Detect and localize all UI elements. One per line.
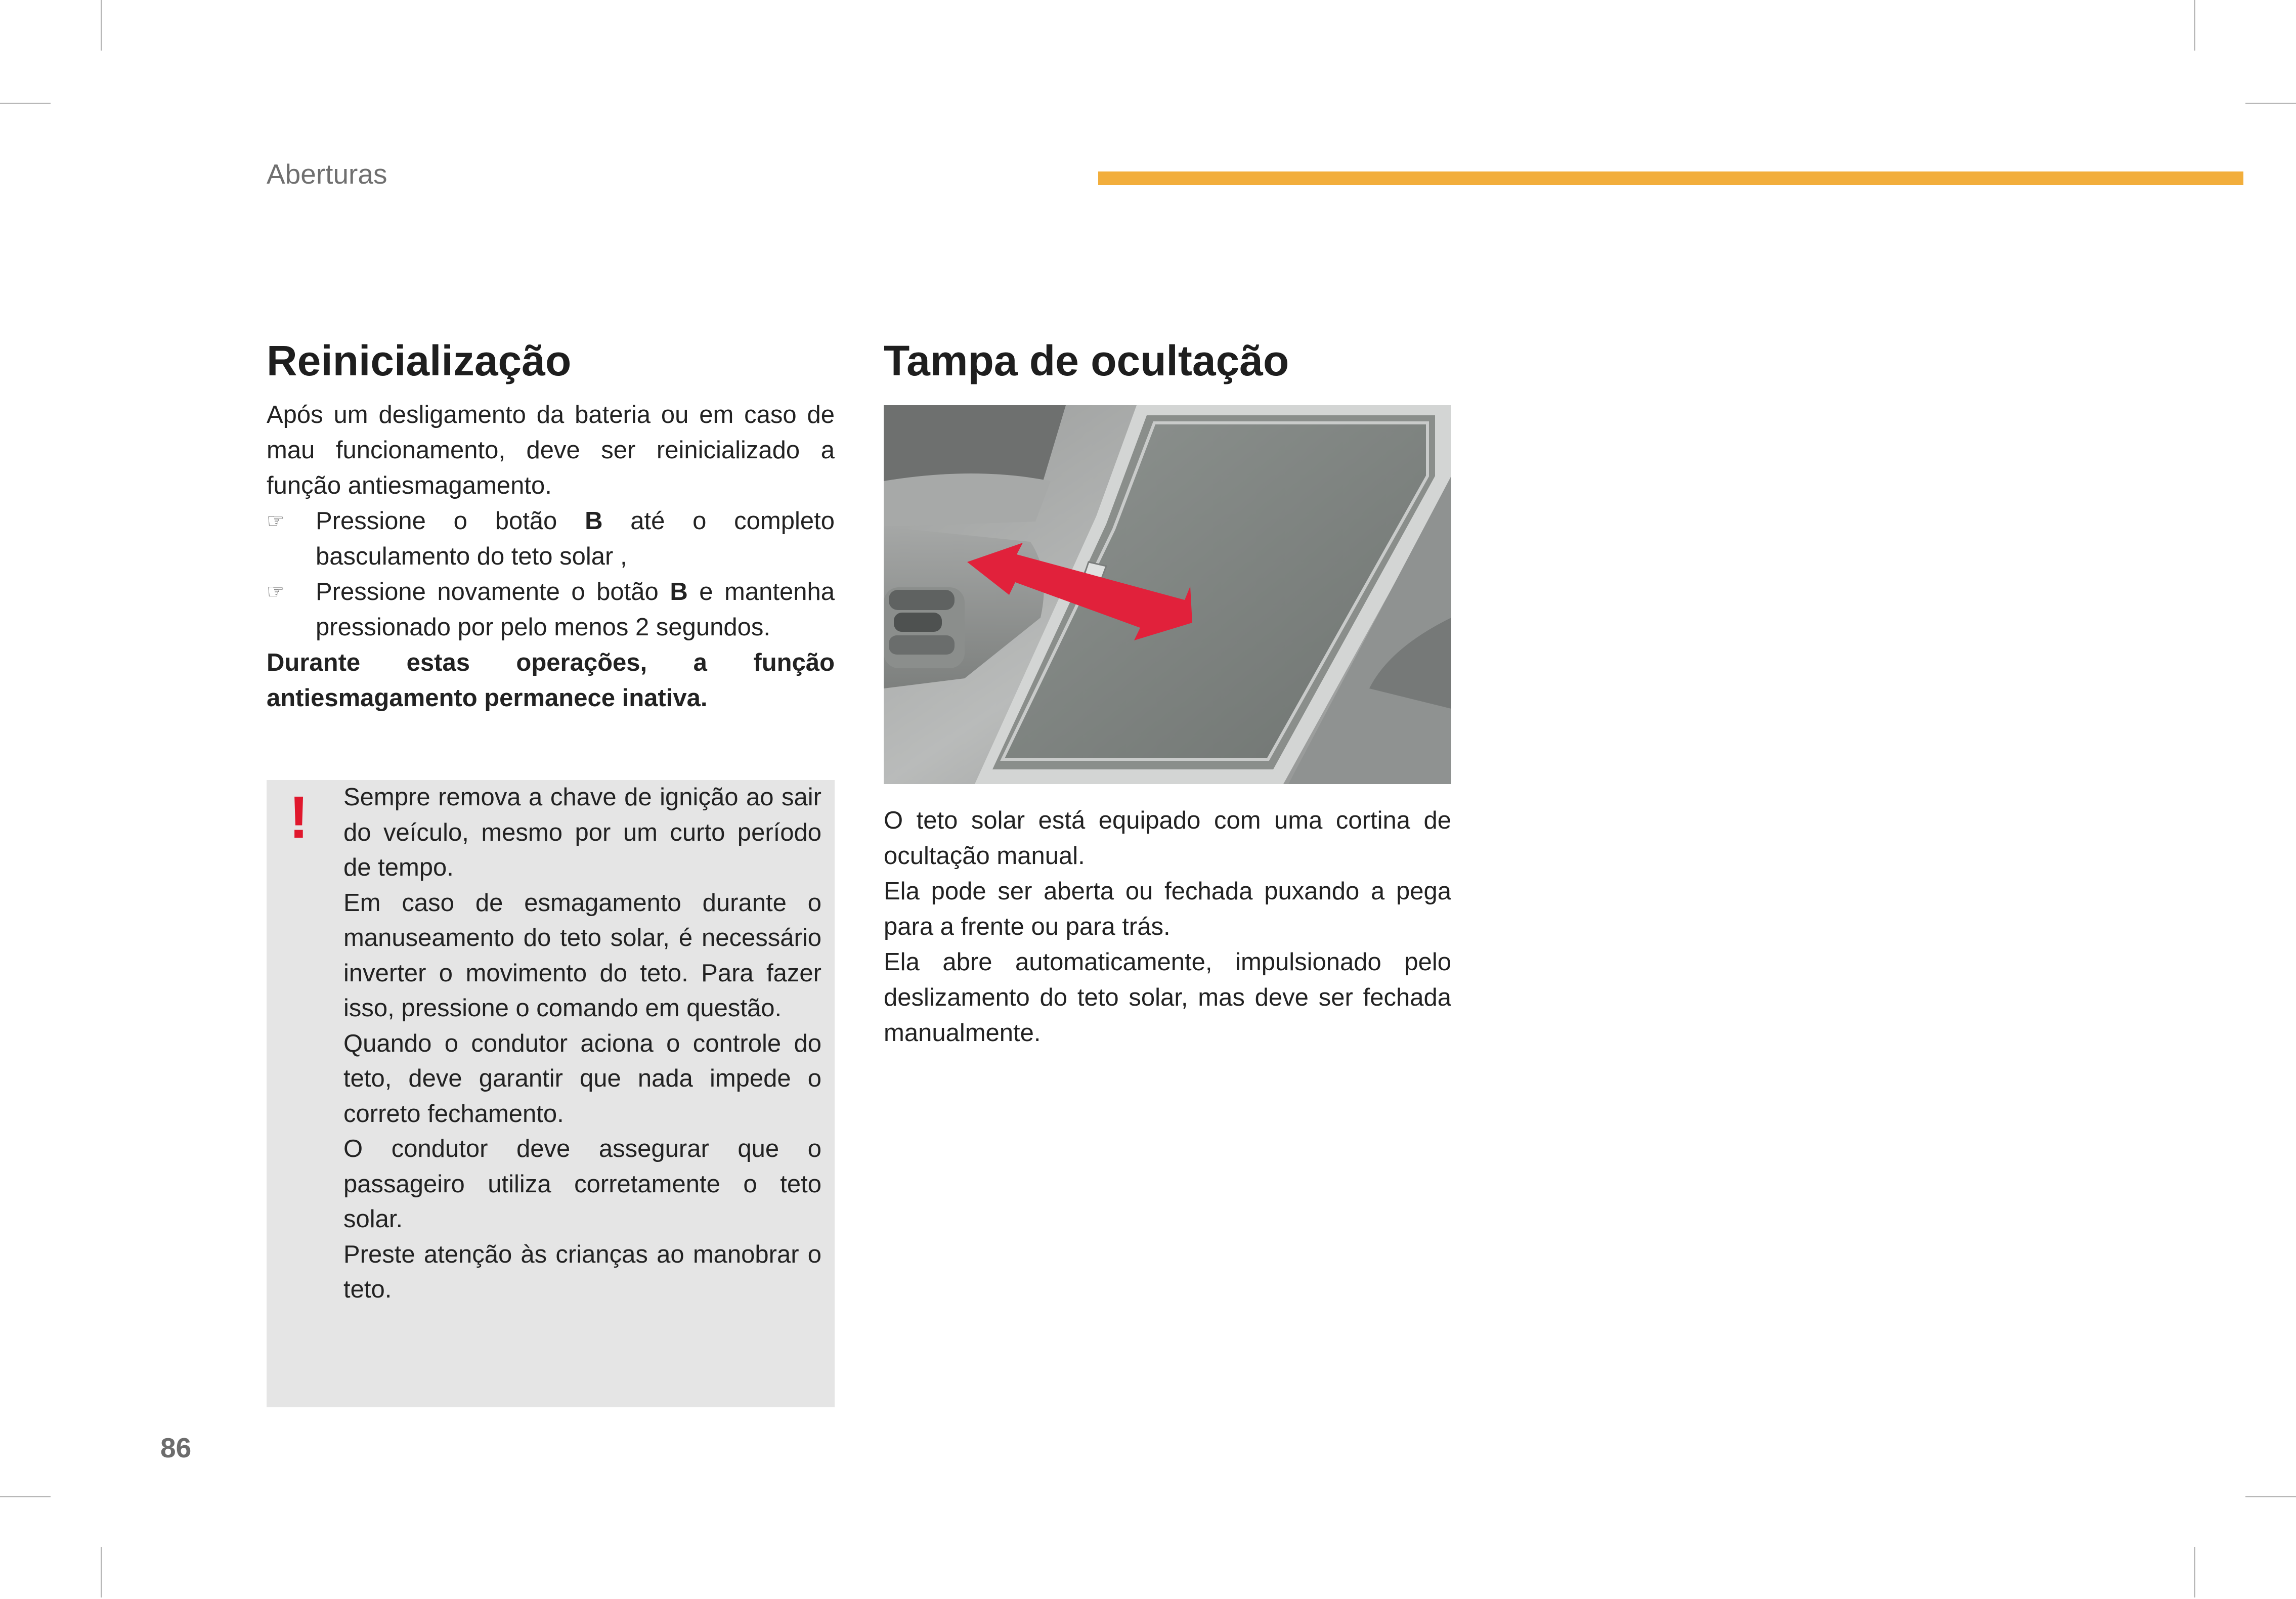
crop-mark: [0, 103, 51, 104]
crop-mark: [2194, 1547, 2195, 1597]
crop-mark: [0, 1496, 51, 1497]
blind-paragraph: O teto solar está equipado com uma cortina de ocultação manual.: [884, 807, 1451, 870]
warning-text: [343, 780, 821, 1308]
crop-mark: [2245, 103, 2296, 104]
chapter-accent-bar: [1098, 171, 2243, 185]
page-number: 86: [160, 1432, 192, 1463]
reset-step-1: ☞ Pressione o botão B até o completo basculamento do teto solar ,: [267, 503, 835, 574]
crop-mark: [2245, 1496, 2296, 1497]
blind-paragraph: Ela pode ser aberta ou fechada puxando a pega para a frente ou para trás.: [884, 878, 1451, 940]
reset-section-title: Reinicialização: [267, 337, 572, 384]
pointing-hand-icon: ☞: [267, 580, 285, 603]
pointing-hand-icon: ☞: [267, 509, 285, 533]
crop-mark: [101, 1547, 102, 1597]
warning-exclamation-icon: !: [289, 784, 309, 851]
button-b-ref: B: [670, 578, 688, 606]
chapter-title: Aberturas: [267, 158, 387, 190]
reset-step-2: ☞ Pressione novamente o botão B e mantenha pressionado por pelo menos 2 segundos.: [267, 574, 835, 645]
reset-section-body: [267, 397, 835, 716]
crop-mark: [101, 0, 102, 51]
warning-paragraph: Em caso de esmagamento durante o manuseamento do teto solar, é necessário inverter o movimento do teto. Para fazer isso, pressione o comando em questão.: [343, 889, 821, 1022]
reset-note: Durante estas operações, a função antiesmagamento permanece inativa.: [267, 649, 835, 712]
warning-box: [267, 780, 835, 1407]
blind-paragraph: Ela abre automaticamente, impulsionado pelo deslizamento do teto solar, mas deve ser fechada manualmente.: [884, 948, 1451, 1047]
warning-paragraph: Quando o condutor aciona o controle do teto, deve garantir que nada impede o correto fechamento.: [343, 1029, 821, 1128]
crop-mark: [2194, 0, 2195, 51]
button-b-ref: B: [585, 507, 603, 535]
blind-section-title: Tampa de ocultação: [884, 337, 1289, 384]
blind-section-body: [884, 803, 1451, 1051]
sunroof-blind-illustration: [884, 405, 1451, 784]
warning-paragraph: Preste atenção às crianças ao manobrar o teto.: [343, 1240, 821, 1303]
reset-intro: Após um desligamento da bateria ou em caso de mau funcionamento, deve ser reinicializado a função antiesmagamento.: [267, 401, 835, 499]
warning-paragraph: Sempre remova a chave de ignição ao sair do veículo, mesmo por um curto período de tempo.: [343, 784, 821, 881]
warning-paragraph: O condutor deve assegurar que o passageiro utiliza corretamente o teto solar.: [343, 1135, 821, 1233]
